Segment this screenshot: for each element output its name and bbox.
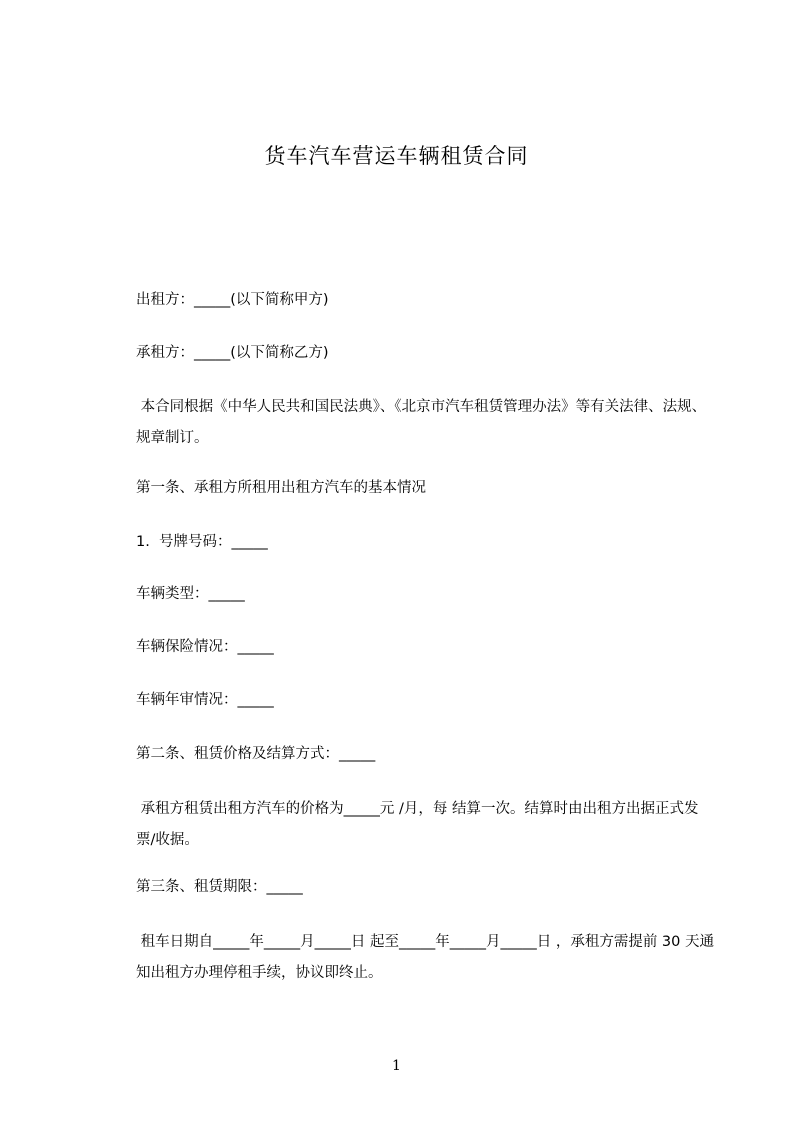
plate-number-line: 1. 号牌号码：_____ [136, 534, 268, 550]
article1-heading: 第一条、承租方所租用出租方汽车的基本情况 [136, 480, 426, 496]
article3-paragraph: 租车日期自_____年_____月_____日 起至_____年_____月_____日 ，承租方需提前 30 天通知出租方办理停租手续，协议即终止。 [136, 934, 714, 981]
lessor-line: 出租方：_____(以下简称甲方) [136, 292, 329, 308]
page-number: 1 [392, 1058, 401, 1074]
lessee-line: 承租方：_____(以下简称乙方) [136, 345, 329, 361]
article2-heading: 第二条、租赁价格及结算方式：_____ [136, 746, 376, 762]
insurance-line: 车辆保险情况：_____ [136, 639, 274, 655]
article3-heading: 第三条、租赁期限：_____ [136, 879, 303, 895]
page-title: 货车汽车营运车辆租赁合同 [264, 144, 529, 168]
annual-inspection-line: 车辆年审情况：_____ [136, 692, 274, 708]
article2-paragraph: 承租方租赁出租方汽车的价格为_____元 /月，每 结算一次。结算时由出租方出据正式发票/收据。 [136, 801, 699, 848]
preamble-paragraph: 本合同根据《中华人民共和国民法典》、《北京市汽车租赁管理办法》等有关法律、法规、规章制订。 [136, 399, 707, 446]
vehicle-type-line: 车辆类型：_____ [136, 586, 245, 602]
